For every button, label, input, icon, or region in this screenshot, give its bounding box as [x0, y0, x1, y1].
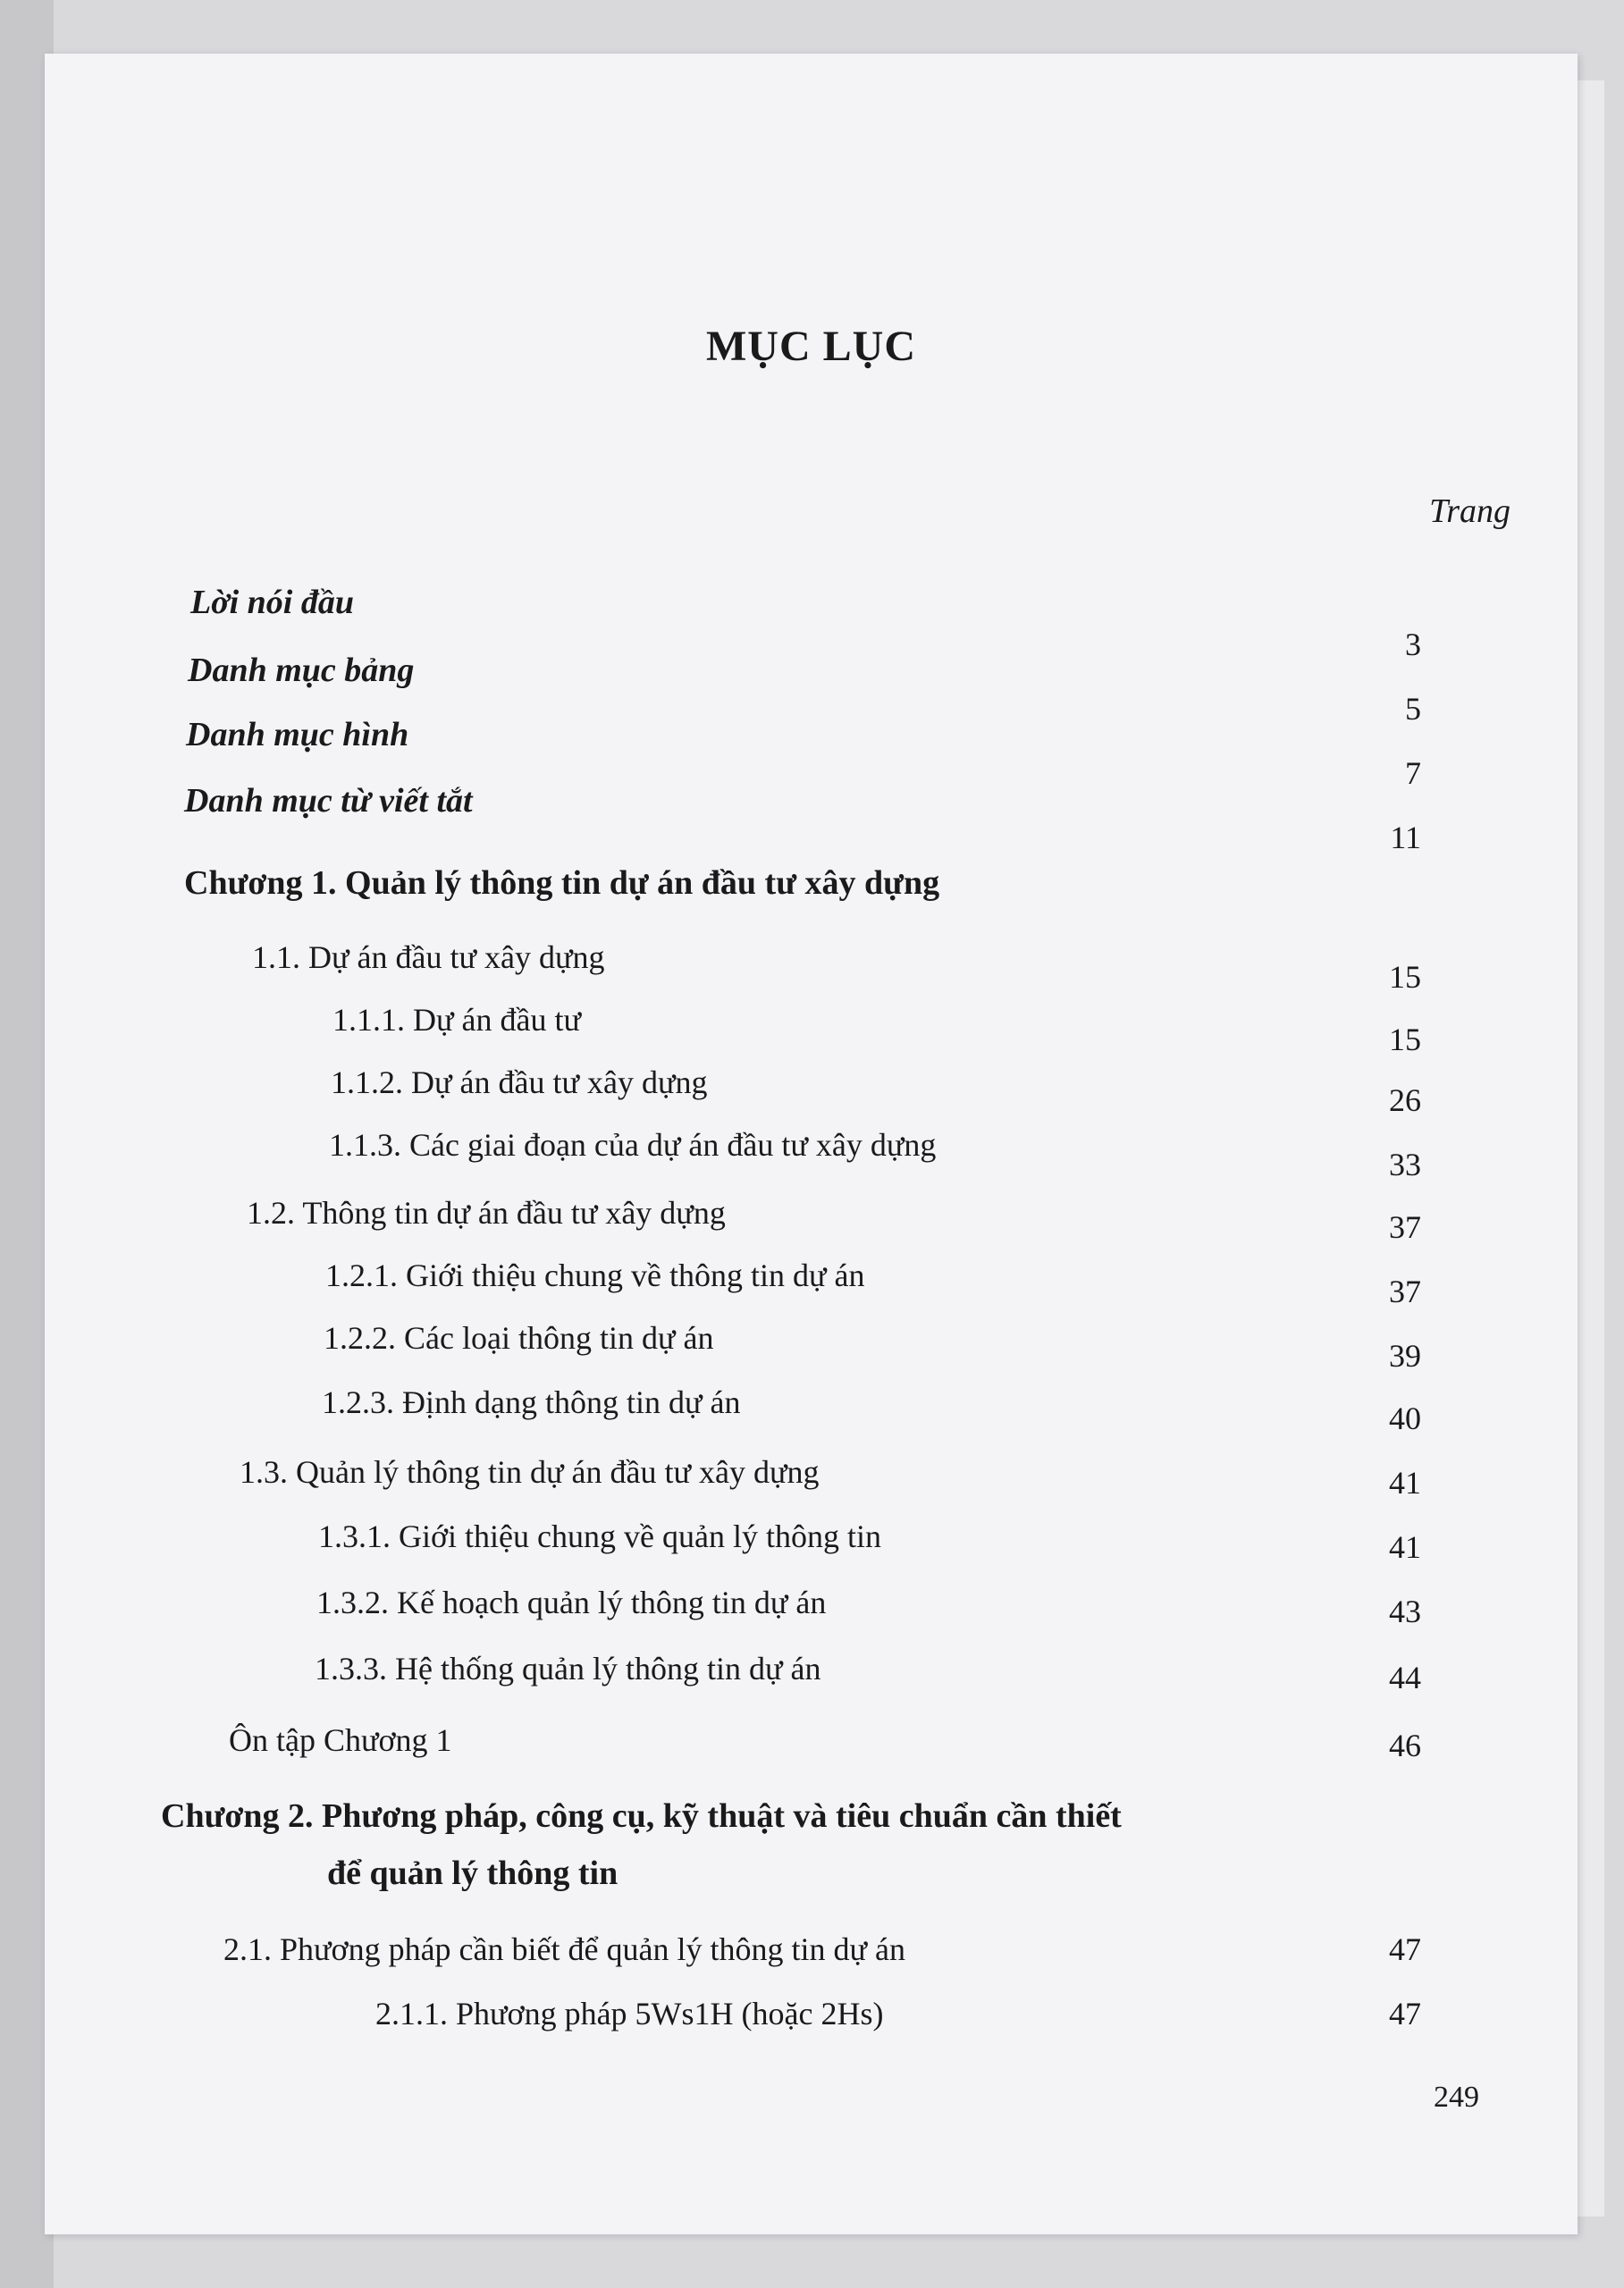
- toc-page-number: 43: [1389, 1594, 1421, 1629]
- toc-entry-label: Danh mục từ viết tắt: [184, 782, 473, 820]
- toc-page-number: 39: [1389, 1338, 1421, 1374]
- toc-page-number: 15: [1389, 1022, 1421, 1057]
- page-column-header: Trang: [1429, 492, 1510, 530]
- toc-page-number: 26: [1389, 1082, 1421, 1118]
- toc-entry-label: Chương 1. Quản lý thông tin dự án đầu tư xây dựng: [184, 864, 940, 902]
- toc-entry-label: 1.2.1. Giới thiệu chung về thông tin dự án: [325, 1258, 865, 1293]
- toc-page-number: 3: [1405, 627, 1421, 662]
- toc-entry-label: để quản lý thông tin: [327, 1855, 618, 1892]
- toc-entry-label: 2.1.1. Phương pháp 5Ws1H (hoặc 2Hs): [375, 1996, 884, 2031]
- stacked-pages-edge: [1578, 80, 1604, 2216]
- toc-entry-label: 1.2. Thông tin dự án đầu tư xây dựng: [247, 1195, 726, 1231]
- toc-entry-label: Chương 2. Phương pháp, công cụ, kỹ thuật và tiêu chuẩn cần thiết: [161, 1797, 1122, 1835]
- toc-entry-label: Danh mục hình: [186, 716, 409, 753]
- toc-entry-label: 1.2.2. Các loại thông tin dự án: [324, 1320, 714, 1356]
- toc-entry-label: 2.1. Phương pháp cần biết để quản lý thông tin dự án: [223, 1931, 905, 1967]
- book-page: [45, 54, 1578, 2234]
- toc-entry-label: 1.2.3. Định dạng thông tin dự án: [322, 1384, 741, 1420]
- toc-entry-label: Lời nói đầu: [190, 584, 354, 621]
- toc-page-number: 41: [1389, 1529, 1421, 1565]
- toc-entry-label: 1.3. Quản lý thông tin dự án đầu tư xây dựng: [240, 1454, 820, 1490]
- page-number: 249: [1434, 2081, 1479, 2114]
- toc-page-number: 46: [1389, 1728, 1421, 1763]
- toc-entry-label: 1.1. Dự án đầu tư xây dựng: [252, 939, 605, 975]
- toc-entry-label: 1.3.3. Hệ thống quản lý thông tin dự án: [315, 1651, 821, 1687]
- toc-page-number: 37: [1389, 1274, 1421, 1309]
- toc-entry-label: Danh mục bảng: [188, 652, 415, 689]
- toc-page-number: 11: [1390, 820, 1421, 855]
- toc-page-number: 37: [1389, 1209, 1421, 1245]
- toc-page-number: 41: [1389, 1465, 1421, 1501]
- table-of-contents: [45, 54, 1578, 2234]
- toc-entry-label: 1.1.3. Các giai đoạn của dự án đầu tư xây dựng: [329, 1127, 937, 1163]
- toc-page-number: 47: [1389, 1996, 1421, 2031]
- toc-entry-label: 1.3.1. Giới thiệu chung về quản lý thông tin: [318, 1518, 881, 1554]
- toc-page-number: 44: [1389, 1660, 1421, 1695]
- toc-page-number: 40: [1389, 1401, 1421, 1436]
- toc-entry-label: 1.1.2. Dự án đầu tư xây dựng: [331, 1064, 708, 1100]
- toc-entry-label: 1.1.1. Dự án đầu tư: [332, 1002, 581, 1038]
- toc-page-number: 7: [1405, 755, 1421, 791]
- toc-page-number: 33: [1389, 1147, 1421, 1182]
- toc-page-number: 15: [1389, 959, 1421, 995]
- toc-entry-label: 1.3.2. Kế hoạch quản lý thông tin dự án: [316, 1585, 827, 1620]
- page-title: MỤC LỤC: [706, 323, 916, 370]
- toc-page-number: 47: [1389, 1931, 1421, 1967]
- toc-entry-label: Ôn tập Chương 1: [229, 1722, 452, 1758]
- toc-page-number: 5: [1405, 691, 1421, 727]
